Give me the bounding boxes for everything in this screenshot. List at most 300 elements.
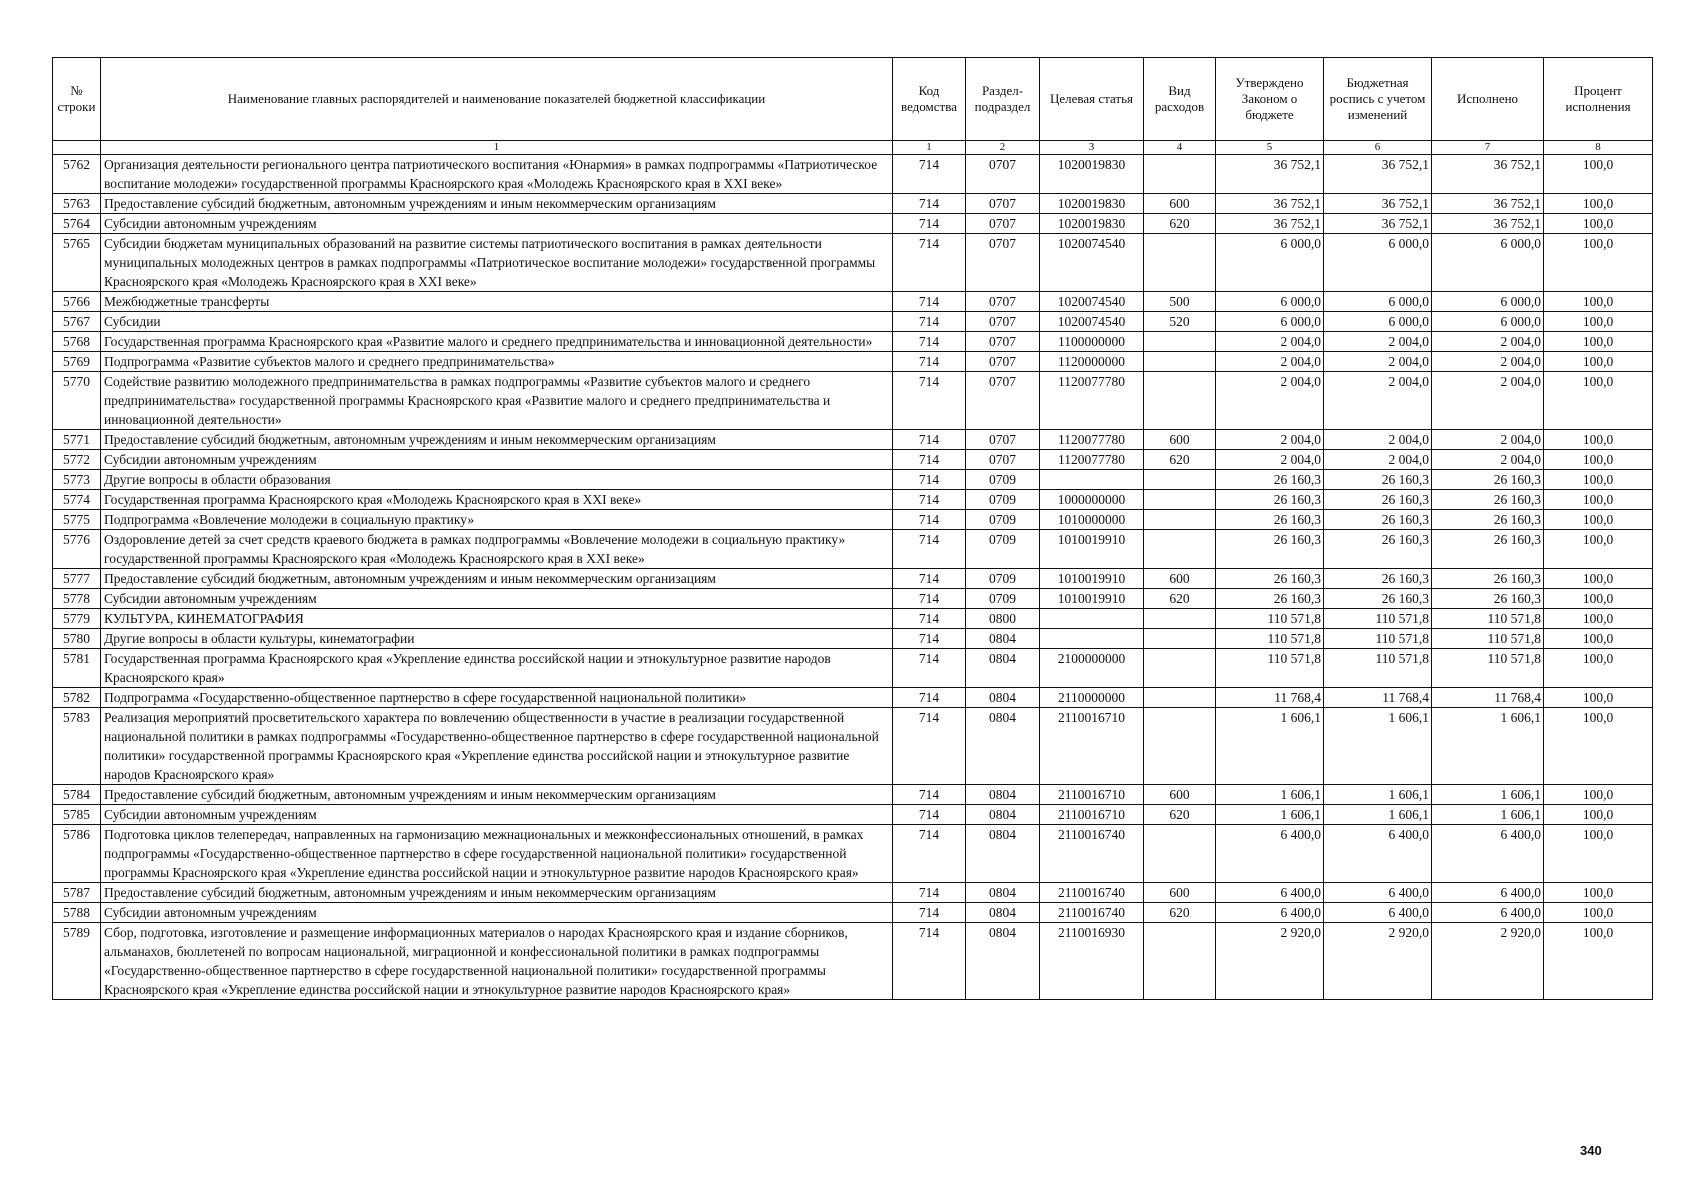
row-exp-type-cell: 500 xyxy=(1144,292,1216,312)
row-executed-cell: 11 768,4 xyxy=(1432,688,1544,708)
table-row xyxy=(53,490,1653,510)
row-dept-code-cell: 714 xyxy=(893,903,966,923)
row-executed-cell: 1 606,1 xyxy=(1432,805,1544,825)
row-budget-cell: 36 752,1 xyxy=(1324,155,1432,194)
row-budget-cell: 2 004,0 xyxy=(1324,372,1432,430)
row-approved-cell: 1 606,1 xyxy=(1216,708,1324,785)
table-row xyxy=(53,214,1653,234)
row-target-cell: 2100000000 xyxy=(1040,649,1144,688)
row-dept-code-cell: 714 xyxy=(893,450,966,470)
row-name-cell: Межбюджетные трансферты xyxy=(101,292,893,312)
row-exp-type-cell: 600 xyxy=(1144,785,1216,805)
row-percent-cell: 100,0 xyxy=(1544,470,1653,490)
row-dept-code-cell: 714 xyxy=(893,688,966,708)
row-section-cell: 0800 xyxy=(966,609,1040,629)
table-row xyxy=(53,589,1653,609)
row-exp-type-cell xyxy=(1144,649,1216,688)
row-budget-cell: 26 160,3 xyxy=(1324,530,1432,569)
row-name-cell: Субсидии xyxy=(101,312,893,332)
row-executed-cell: 2 004,0 xyxy=(1432,450,1544,470)
row-section-cell: 0707 xyxy=(966,194,1040,214)
row-target-cell: 1120077780 xyxy=(1040,450,1144,470)
row-name-cell: Сбор, подготовка, изготовление и размещение информационных материалов о народах Красноярского края и издание сборников, альманахов, бюллетеней по вопросам национальной, миграционной и конфессиональной политики в рамках подпрограммы «Государственно-общественное партнерство в сфере государственной национальной политики» государственной программы Красноярского края «Укрепление единства российской нации и этнокультурное развитие народов Красноярского края» xyxy=(101,923,893,1000)
row-percent-cell: 100,0 xyxy=(1544,609,1653,629)
row-exp-type-cell: 600 xyxy=(1144,883,1216,903)
row-number-cell: 5772 xyxy=(53,450,101,470)
col-number: 5 xyxy=(1216,141,1324,155)
row-dept-code-cell: 714 xyxy=(893,312,966,332)
page-number: 340 xyxy=(1580,1143,1602,1158)
row-section-cell: 0804 xyxy=(966,688,1040,708)
row-approved-cell: 26 160,3 xyxy=(1216,470,1324,490)
col-number: 1 xyxy=(893,141,966,155)
row-approved-cell: 6 000,0 xyxy=(1216,312,1324,332)
row-exp-type-cell: 620 xyxy=(1144,805,1216,825)
row-dept-code-cell: 714 xyxy=(893,629,966,649)
row-number-cell: 5778 xyxy=(53,589,101,609)
row-percent-cell: 100,0 xyxy=(1544,688,1653,708)
header-exp-type: Вид расходов xyxy=(1144,58,1216,141)
row-percent-cell: 100,0 xyxy=(1544,883,1653,903)
row-budget-cell: 36 752,1 xyxy=(1324,214,1432,234)
row-budget-cell: 1 606,1 xyxy=(1324,805,1432,825)
row-target-cell: 1000000000 xyxy=(1040,490,1144,510)
row-target-cell: 1010000000 xyxy=(1040,510,1144,530)
header-target: Целевая статья xyxy=(1040,58,1144,141)
row-executed-cell: 36 752,1 xyxy=(1432,214,1544,234)
row-dept-code-cell: 714 xyxy=(893,292,966,312)
row-number-cell: 5781 xyxy=(53,649,101,688)
row-percent-cell: 100,0 xyxy=(1544,510,1653,530)
row-number-cell: 5762 xyxy=(53,155,101,194)
row-percent-cell: 100,0 xyxy=(1544,194,1653,214)
row-dept-code-cell: 714 xyxy=(893,332,966,352)
row-target-cell: 1100000000 xyxy=(1040,332,1144,352)
row-target-cell: 1020019830 xyxy=(1040,155,1144,194)
table-row xyxy=(53,923,1653,1000)
row-percent-cell: 100,0 xyxy=(1544,450,1653,470)
row-name-cell: Субсидии автономным учреждениям xyxy=(101,214,893,234)
row-name-cell: Подготовка циклов телепередач, направленных на гармонизацию межнациональных и межконфессиональных отношений, в рамках подпрограммы «Государственно-общественное партнерство в сфере государственной национальной политики» государственной программы Красноярского края «Укрепление единства российской нации и этнокультурное развитие народов Красноярского края» xyxy=(101,825,893,883)
row-number-cell: 5771 xyxy=(53,430,101,450)
table-row xyxy=(53,194,1653,214)
row-target-cell: 1120077780 xyxy=(1040,430,1144,450)
row-section-cell: 0804 xyxy=(966,785,1040,805)
row-section-cell: 0707 xyxy=(966,430,1040,450)
table-row xyxy=(53,785,1653,805)
row-executed-cell: 1 606,1 xyxy=(1432,785,1544,805)
row-percent-cell: 100,0 xyxy=(1544,490,1653,510)
row-target-cell xyxy=(1040,609,1144,629)
row-approved-cell: 36 752,1 xyxy=(1216,155,1324,194)
row-section-cell: 0804 xyxy=(966,825,1040,883)
row-section-cell: 0804 xyxy=(966,708,1040,785)
row-approved-cell: 6 400,0 xyxy=(1216,883,1324,903)
row-name-cell: Организация деятельности регионального центра патриотического воспитания «Юнармия» в рамках подпрограммы «Патриотическое воспитание молодежи» государственной программы Красноярского края «Молодежь Красноярского края в XXI веке» xyxy=(101,155,893,194)
row-number-cell: 5780 xyxy=(53,629,101,649)
row-name-cell: Государственная программа Красноярского края «Молодежь Красноярского края в XXI веке» xyxy=(101,490,893,510)
row-name-cell: Предоставление субсидий бюджетным, автономным учреждениям и иным некоммерческим организациям xyxy=(101,430,893,450)
row-number-cell: 5789 xyxy=(53,923,101,1000)
row-number-cell: 5764 xyxy=(53,214,101,234)
column-number-row xyxy=(53,141,1653,155)
row-approved-cell: 26 160,3 xyxy=(1216,530,1324,569)
row-budget-cell: 26 160,3 xyxy=(1324,490,1432,510)
row-target-cell: 2110016740 xyxy=(1040,825,1144,883)
row-approved-cell: 36 752,1 xyxy=(1216,194,1324,214)
row-section-cell: 0709 xyxy=(966,589,1040,609)
col-number: 1 xyxy=(101,141,893,155)
row-executed-cell: 6 000,0 xyxy=(1432,292,1544,312)
row-approved-cell: 26 160,3 xyxy=(1216,490,1324,510)
row-approved-cell: 110 571,8 xyxy=(1216,649,1324,688)
header-percent: Процент исполнения xyxy=(1544,58,1653,141)
row-section-cell: 0707 xyxy=(966,234,1040,292)
row-number-cell: 5763 xyxy=(53,194,101,214)
row-name-cell: Другие вопросы в области культуры, кинематографии xyxy=(101,629,893,649)
table-row xyxy=(53,450,1653,470)
row-section-cell: 0709 xyxy=(966,470,1040,490)
row-approved-cell: 110 571,8 xyxy=(1216,609,1324,629)
budget-table xyxy=(52,57,1653,1000)
row-name-cell: Предоставление субсидий бюджетным, автономным учреждениям и иным некоммерческим организациям xyxy=(101,569,893,589)
row-name-cell: Подпрограмма «Развитие субъектов малого и среднего предпринимательства» xyxy=(101,352,893,372)
row-budget-cell: 6 000,0 xyxy=(1324,312,1432,332)
row-percent-cell: 100,0 xyxy=(1544,155,1653,194)
row-number-cell: 5769 xyxy=(53,352,101,372)
row-exp-type-cell xyxy=(1144,609,1216,629)
row-executed-cell: 26 160,3 xyxy=(1432,490,1544,510)
row-budget-cell: 6 000,0 xyxy=(1324,292,1432,312)
row-dept-code-cell: 714 xyxy=(893,825,966,883)
row-budget-cell: 6 400,0 xyxy=(1324,883,1432,903)
row-target-cell: 1010019910 xyxy=(1040,530,1144,569)
row-budget-cell: 110 571,8 xyxy=(1324,629,1432,649)
row-section-cell: 0804 xyxy=(966,923,1040,1000)
row-executed-cell: 2 920,0 xyxy=(1432,923,1544,1000)
row-executed-cell: 110 571,8 xyxy=(1432,649,1544,688)
row-exp-type-cell xyxy=(1144,155,1216,194)
header-row xyxy=(53,58,1653,141)
row-name-cell: Предоставление субсидий бюджетным, автономным учреждениям и иным некоммерческим организациям xyxy=(101,785,893,805)
row-exp-type-cell xyxy=(1144,629,1216,649)
table-row xyxy=(53,332,1653,352)
table-row xyxy=(53,688,1653,708)
row-executed-cell: 110 571,8 xyxy=(1432,609,1544,629)
row-budget-cell: 11 768,4 xyxy=(1324,688,1432,708)
row-dept-code-cell: 714 xyxy=(893,490,966,510)
row-number-cell: 5767 xyxy=(53,312,101,332)
row-budget-cell: 2 920,0 xyxy=(1324,923,1432,1000)
row-percent-cell: 100,0 xyxy=(1544,629,1653,649)
row-dept-code-cell: 714 xyxy=(893,510,966,530)
row-budget-cell: 26 160,3 xyxy=(1324,589,1432,609)
row-number-cell: 5782 xyxy=(53,688,101,708)
col-number xyxy=(53,141,101,155)
row-exp-type-cell xyxy=(1144,234,1216,292)
col-number: 4 xyxy=(1144,141,1216,155)
row-executed-cell: 36 752,1 xyxy=(1432,155,1544,194)
row-approved-cell: 110 571,8 xyxy=(1216,629,1324,649)
table-row xyxy=(53,708,1653,785)
row-target-cell xyxy=(1040,470,1144,490)
row-target-cell: 1010019910 xyxy=(1040,569,1144,589)
header-section: Раздел-подраздел xyxy=(966,58,1040,141)
row-executed-cell: 6 000,0 xyxy=(1432,312,1544,332)
row-section-cell: 0804 xyxy=(966,629,1040,649)
row-executed-cell: 6 400,0 xyxy=(1432,903,1544,923)
row-number-cell: 5785 xyxy=(53,805,101,825)
row-target-cell: 2110016930 xyxy=(1040,923,1144,1000)
row-approved-cell: 6 000,0 xyxy=(1216,292,1324,312)
row-exp-type-cell xyxy=(1144,352,1216,372)
table-row xyxy=(53,883,1653,903)
row-executed-cell: 36 752,1 xyxy=(1432,194,1544,214)
row-dept-code-cell: 714 xyxy=(893,708,966,785)
row-exp-type-cell xyxy=(1144,708,1216,785)
row-exp-type-cell xyxy=(1144,923,1216,1000)
row-section-cell: 0804 xyxy=(966,805,1040,825)
header-row-no: № строки xyxy=(53,58,101,141)
row-dept-code-cell: 714 xyxy=(893,589,966,609)
row-executed-cell: 2 004,0 xyxy=(1432,332,1544,352)
row-budget-cell: 110 571,8 xyxy=(1324,609,1432,629)
row-target-cell: 2110016710 xyxy=(1040,805,1144,825)
table-row xyxy=(53,805,1653,825)
row-budget-cell: 2 004,0 xyxy=(1324,430,1432,450)
row-executed-cell: 26 160,3 xyxy=(1432,569,1544,589)
row-target-cell xyxy=(1040,629,1144,649)
row-exp-type-cell: 620 xyxy=(1144,450,1216,470)
table-row xyxy=(53,609,1653,629)
row-target-cell: 2110016740 xyxy=(1040,903,1144,923)
row-exp-type-cell xyxy=(1144,825,1216,883)
row-name-cell: Государственная программа Красноярского края «Развитие малого и среднего предпринимательства и инновационной деятельности» xyxy=(101,332,893,352)
row-percent-cell: 100,0 xyxy=(1544,805,1653,825)
row-dept-code-cell: 714 xyxy=(893,569,966,589)
row-dept-code-cell: 714 xyxy=(893,609,966,629)
row-executed-cell: 2 004,0 xyxy=(1432,352,1544,372)
table-row xyxy=(53,430,1653,450)
table-body xyxy=(53,155,1653,1000)
row-approved-cell: 26 160,3 xyxy=(1216,569,1324,589)
row-exp-type-cell xyxy=(1144,372,1216,430)
row-percent-cell: 100,0 xyxy=(1544,332,1653,352)
row-exp-type-cell: 600 xyxy=(1144,430,1216,450)
row-name-cell: Субсидии автономным учреждениям xyxy=(101,903,893,923)
col-number: 2 xyxy=(966,141,1040,155)
row-approved-cell: 2 004,0 xyxy=(1216,372,1324,430)
row-percent-cell: 100,0 xyxy=(1544,589,1653,609)
row-exp-type-cell: 600 xyxy=(1144,569,1216,589)
header-name: Наименование главных распорядителей и наименование показателей бюджетной классификации xyxy=(101,58,893,141)
row-number-cell: 5774 xyxy=(53,490,101,510)
row-target-cell: 2110016710 xyxy=(1040,708,1144,785)
row-dept-code-cell: 714 xyxy=(893,649,966,688)
row-percent-cell: 100,0 xyxy=(1544,825,1653,883)
row-budget-cell: 6 400,0 xyxy=(1324,825,1432,883)
row-percent-cell: 100,0 xyxy=(1544,649,1653,688)
row-name-cell: Реализация мероприятий просветительского характера по вовлечению общественности в участие в реализации государственной национальной политики в рамках подпрограммы «Государственно-общественное партнерство в сфере государственной национальной политики» государственной программы Красноярского края «Укрепление единства российской нации и этнокультурное развитие народов Красноярского края» xyxy=(101,708,893,785)
row-name-cell: Подпрограмма «Государственно-общественное партнерство в сфере государственной национальной политики» xyxy=(101,688,893,708)
row-name-cell: Субсидии автономным учреждениям xyxy=(101,589,893,609)
row-target-cell: 1120077780 xyxy=(1040,372,1144,430)
row-exp-type-cell xyxy=(1144,688,1216,708)
row-section-cell: 0707 xyxy=(966,214,1040,234)
row-budget-cell: 110 571,8 xyxy=(1324,649,1432,688)
row-section-cell: 0709 xyxy=(966,510,1040,530)
row-number-cell: 5768 xyxy=(53,332,101,352)
row-approved-cell: 26 160,3 xyxy=(1216,510,1324,530)
header-executed: Исполнено xyxy=(1432,58,1544,141)
row-section-cell: 0804 xyxy=(966,649,1040,688)
row-exp-type-cell: 520 xyxy=(1144,312,1216,332)
row-number-cell: 5788 xyxy=(53,903,101,923)
row-exp-type-cell xyxy=(1144,332,1216,352)
row-number-cell: 5779 xyxy=(53,609,101,629)
row-approved-cell: 6 000,0 xyxy=(1216,234,1324,292)
row-percent-cell: 100,0 xyxy=(1544,352,1653,372)
header-budget-list: Бюджетная роспись с учетом изменений xyxy=(1324,58,1432,141)
row-exp-type-cell: 620 xyxy=(1144,903,1216,923)
col-number: 3 xyxy=(1040,141,1144,155)
row-approved-cell: 26 160,3 xyxy=(1216,589,1324,609)
col-number: 6 xyxy=(1324,141,1432,155)
row-name-cell: Государственная программа Красноярского края «Укрепление единства российской нации и этнокультурное развитие народов Красноярского края» xyxy=(101,649,893,688)
row-dept-code-cell: 714 xyxy=(893,372,966,430)
row-exp-type-cell: 620 xyxy=(1144,589,1216,609)
row-executed-cell: 1 606,1 xyxy=(1432,708,1544,785)
row-budget-cell: 1 606,1 xyxy=(1324,708,1432,785)
row-number-cell: 5783 xyxy=(53,708,101,785)
row-executed-cell: 26 160,3 xyxy=(1432,530,1544,569)
table-row xyxy=(53,234,1653,292)
row-section-cell: 0804 xyxy=(966,883,1040,903)
row-dept-code-cell: 714 xyxy=(893,470,966,490)
row-target-cell: 1010019910 xyxy=(1040,589,1144,609)
row-number-cell: 5784 xyxy=(53,785,101,805)
row-percent-cell: 100,0 xyxy=(1544,372,1653,430)
row-number-cell: 5776 xyxy=(53,530,101,569)
row-percent-cell: 100,0 xyxy=(1544,430,1653,450)
row-approved-cell: 2 004,0 xyxy=(1216,332,1324,352)
budget-report-sheet xyxy=(52,57,1652,1000)
row-percent-cell: 100,0 xyxy=(1544,234,1653,292)
row-approved-cell: 2 004,0 xyxy=(1216,430,1324,450)
row-section-cell: 0707 xyxy=(966,332,1040,352)
table-row xyxy=(53,903,1653,923)
row-budget-cell: 26 160,3 xyxy=(1324,569,1432,589)
row-section-cell: 0707 xyxy=(966,155,1040,194)
row-approved-cell: 6 400,0 xyxy=(1216,903,1324,923)
row-dept-code-cell: 714 xyxy=(893,430,966,450)
row-percent-cell: 100,0 xyxy=(1544,292,1653,312)
row-dept-code-cell: 714 xyxy=(893,194,966,214)
row-approved-cell: 1 606,1 xyxy=(1216,785,1324,805)
row-name-cell: Предоставление субсидий бюджетным, автономным учреждениям и иным некоммерческим организациям xyxy=(101,194,893,214)
row-name-cell: Содействие развитию молодежного предпринимательства в рамках подпрограммы «Развитие субъектов малого и среднего предпринимательства» государственной программы Красноярского края «Развитие малого и среднего предпринимательства и инновационной деятельности» xyxy=(101,372,893,430)
row-name-cell: Предоставление субсидий бюджетным, автономным учреждениям и иным некоммерческим организациям xyxy=(101,883,893,903)
row-exp-type-cell xyxy=(1144,490,1216,510)
row-percent-cell: 100,0 xyxy=(1544,530,1653,569)
row-target-cell: 1020019830 xyxy=(1040,194,1144,214)
row-approved-cell: 2 920,0 xyxy=(1216,923,1324,1000)
row-target-cell: 1120000000 xyxy=(1040,352,1144,372)
row-approved-cell: 6 400,0 xyxy=(1216,825,1324,883)
row-approved-cell: 1 606,1 xyxy=(1216,805,1324,825)
row-executed-cell: 26 160,3 xyxy=(1432,589,1544,609)
table-row xyxy=(53,825,1653,883)
row-name-cell: Субсидии бюджетам муниципальных образований на развитие системы патриотического воспитания в рамках деятельности муниципальных молодежных центров в рамках подпрограммы «Патриотическое воспитание молодежи» государственной программы Красноярского края «Молодежь Красноярского края в XXI веке» xyxy=(101,234,893,292)
row-number-cell: 5777 xyxy=(53,569,101,589)
row-section-cell: 0707 xyxy=(966,372,1040,430)
row-exp-type-cell: 600 xyxy=(1144,194,1216,214)
table-row xyxy=(53,649,1653,688)
row-number-cell: 5786 xyxy=(53,825,101,883)
row-section-cell: 0707 xyxy=(966,450,1040,470)
header-approved: Утверждено Законом о бюджете xyxy=(1216,58,1324,141)
row-target-cell: 1020074540 xyxy=(1040,234,1144,292)
header-dept-code: Код ведомства xyxy=(893,58,966,141)
row-budget-cell: 26 160,3 xyxy=(1324,470,1432,490)
row-exp-type-cell xyxy=(1144,510,1216,530)
row-percent-cell: 100,0 xyxy=(1544,312,1653,332)
row-percent-cell: 100,0 xyxy=(1544,903,1653,923)
row-budget-cell: 2 004,0 xyxy=(1324,332,1432,352)
row-budget-cell: 36 752,1 xyxy=(1324,194,1432,214)
row-section-cell: 0804 xyxy=(966,903,1040,923)
row-dept-code-cell: 714 xyxy=(893,234,966,292)
table-row xyxy=(53,372,1653,430)
table-row xyxy=(53,352,1653,372)
row-section-cell: 0709 xyxy=(966,569,1040,589)
row-name-cell: Другие вопросы в области образования xyxy=(101,470,893,490)
row-approved-cell: 36 752,1 xyxy=(1216,214,1324,234)
row-dept-code-cell: 714 xyxy=(893,352,966,372)
row-executed-cell: 6 400,0 xyxy=(1432,883,1544,903)
col-number: 8 xyxy=(1544,141,1653,155)
col-number: 7 xyxy=(1432,141,1544,155)
row-dept-code-cell: 714 xyxy=(893,155,966,194)
row-number-cell: 5787 xyxy=(53,883,101,903)
row-target-cell: 1020019830 xyxy=(1040,214,1144,234)
row-budget-cell: 2 004,0 xyxy=(1324,352,1432,372)
row-number-cell: 5775 xyxy=(53,510,101,530)
row-name-cell: Субсидии автономным учреждениям xyxy=(101,450,893,470)
row-budget-cell: 6 400,0 xyxy=(1324,903,1432,923)
row-dept-code-cell: 714 xyxy=(893,214,966,234)
row-executed-cell: 26 160,3 xyxy=(1432,470,1544,490)
row-budget-cell: 6 000,0 xyxy=(1324,234,1432,292)
row-name-cell: Субсидии автономным учреждениям xyxy=(101,805,893,825)
row-executed-cell: 110 571,8 xyxy=(1432,629,1544,649)
row-name-cell: Оздоровление детей за счет средств краевого бюджета в рамках подпрограммы «Вовлечение молодежи в социальную практику» государственной программы Красноярского края «Молодежь Красноярского края в XXI веке» xyxy=(101,530,893,569)
row-target-cell: 2110016740 xyxy=(1040,883,1144,903)
row-number-cell: 5766 xyxy=(53,292,101,312)
table-row xyxy=(53,530,1653,569)
table-row xyxy=(53,312,1653,332)
row-name-cell: КУЛЬТУРА, КИНЕМАТОГРАФИЯ xyxy=(101,609,893,629)
row-budget-cell: 26 160,3 xyxy=(1324,510,1432,530)
row-approved-cell: 2 004,0 xyxy=(1216,352,1324,372)
row-executed-cell: 2 004,0 xyxy=(1432,430,1544,450)
row-exp-type-cell xyxy=(1144,530,1216,569)
row-percent-cell: 100,0 xyxy=(1544,214,1653,234)
table-row xyxy=(53,155,1653,194)
row-number-cell: 5770 xyxy=(53,372,101,430)
row-approved-cell: 2 004,0 xyxy=(1216,450,1324,470)
row-dept-code-cell: 714 xyxy=(893,805,966,825)
